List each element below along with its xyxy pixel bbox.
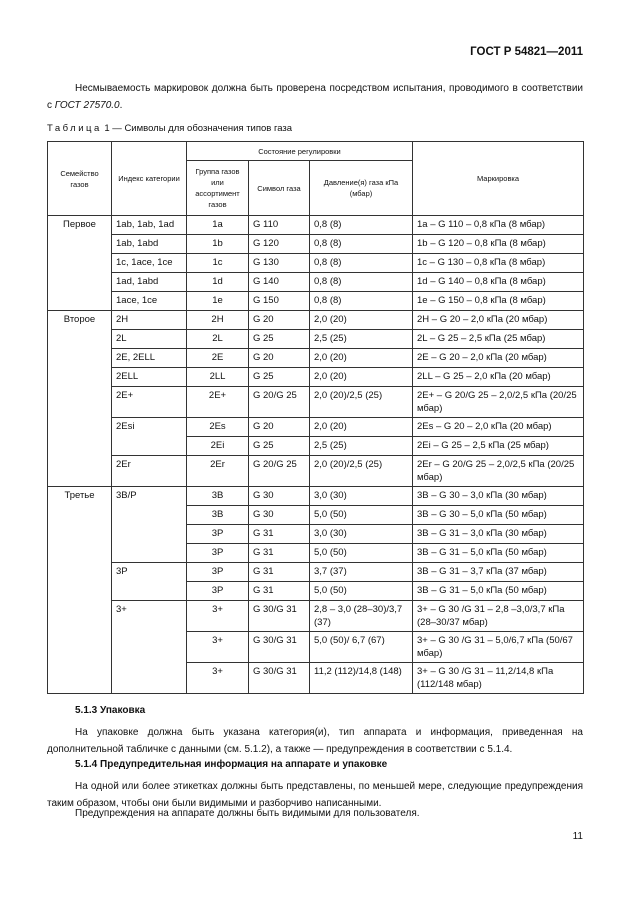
- pressure-cell: 2,0 (20): [310, 349, 413, 368]
- marking-cell: 3B – G 31 – 3,0 кПа (30 мбар): [413, 525, 584, 544]
- table-row: [48, 563, 584, 582]
- marking-cell: 2Er – G 20/G 25 – 2,0/2,5 кПа (20/25 мбар): [413, 456, 584, 487]
- marking-cell: 1b – G 120 – 0,8 кПа (8 мбар): [413, 235, 584, 254]
- pressure-cell: 2,0 (20): [310, 311, 413, 330]
- group-cell: 2Ei: [187, 437, 249, 456]
- marking-cell: 2Es – G 20 – 2,0 кПа (20 мбар): [413, 418, 584, 437]
- table-row: [48, 235, 584, 254]
- group-cell: 1b: [187, 235, 249, 254]
- symbol-cell: G 30: [249, 506, 310, 525]
- group-cell: 3P: [187, 582, 249, 601]
- pressure-cell: 3,0 (30): [310, 487, 413, 506]
- group-cell: 2E+: [187, 387, 249, 418]
- marking-cell: 1a – G 110 – 0,8 кПа (8 мбар): [413, 216, 584, 235]
- marking-cell: 3+ – G 30 /G 31 – 5,0/6,7 кПа (50/67 мбар): [413, 632, 584, 663]
- family-cell: Второе: [48, 311, 112, 487]
- symbol-cell: G 30/G 31: [249, 632, 310, 663]
- family-cell: Первое: [48, 216, 112, 311]
- group-cell: 2LL: [187, 368, 249, 387]
- header-symbol: Символ газа: [249, 161, 310, 216]
- group-cell: 1a: [187, 216, 249, 235]
- index-cell: 1ab, 1abd: [112, 235, 187, 254]
- marking-cell: 3B – G 30 – 5,0 кПа (50 мбар): [413, 506, 584, 525]
- group-cell: 3+: [187, 601, 249, 632]
- marking-cell: 3B – G 31 – 3,7 кПа (37 мбар): [413, 563, 584, 582]
- symbol-cell: G 20/G 25: [249, 387, 310, 418]
- marking-cell: 1e – G 150 – 0,8 кПа (8 мбар): [413, 292, 584, 311]
- pressure-cell: 2,8 – 3,0 (28–30)/3,7 (37): [310, 601, 413, 632]
- marking-cell: 1c – G 130 – 0,8 кПа (8 мбар): [413, 254, 584, 273]
- marking-cell: 2H – G 20 – 2,0 кПа (20 мбар): [413, 311, 584, 330]
- group-cell: 2L: [187, 330, 249, 349]
- index-cell: 3P: [112, 563, 187, 601]
- symbol-cell: G 31: [249, 563, 310, 582]
- section-5-1-4-title: 5.1.4 Предупредительная информация на аппарате и упаковке: [75, 759, 388, 770]
- pressure-cell: 2,0 (20)/2,5 (25): [310, 387, 413, 418]
- table-caption: [47, 123, 292, 134]
- pressure-cell: 5,0 (50): [310, 544, 413, 563]
- index-cell: 2Esi: [112, 418, 187, 456]
- group-cell: 3P: [187, 563, 249, 582]
- header-group: Группа газов или ассортимент газов: [187, 161, 249, 216]
- section-5-1-4-text-2: Предупреждения на аппарате должны быть видимыми для пользователя.: [75, 808, 420, 819]
- index-cell: 1ab, 1ab, 1ad: [112, 216, 187, 235]
- pressure-cell: 11,2 (112)/14,8 (148): [310, 663, 413, 694]
- pressure-cell: 5,0 (50): [310, 582, 413, 601]
- table-caption-title: 1 — Символы для обозначения типов газа: [101, 123, 293, 134]
- pressure-cell: 3,7 (37): [310, 563, 413, 582]
- symbol-cell: G 30: [249, 487, 310, 506]
- pressure-cell: 2,0 (20): [310, 368, 413, 387]
- intro-text: Несмываемость маркировок должна быть проверена посредством испытания, проводимого в соответствии с: [47, 83, 583, 111]
- header-pressure: Давление(я) газа кПа (мбар): [310, 161, 413, 216]
- table-row: [48, 273, 584, 292]
- marking-cell: 3+ – G 30 /G 31 – 2,8 –3,0/3,7 кПа (28–30/37 мбар): [413, 601, 584, 632]
- symbol-cell: G 20: [249, 418, 310, 437]
- table-row: [48, 330, 584, 349]
- symbol-cell: G 30/G 31: [249, 663, 310, 694]
- table-row: [48, 311, 584, 330]
- marking-cell: 2E – G 20 – 2,0 кПа (20 мбар): [413, 349, 584, 368]
- pressure-cell: 0,8 (8): [310, 254, 413, 273]
- group-cell: 2Er: [187, 456, 249, 487]
- pressure-cell: 2,0 (20): [310, 418, 413, 437]
- marking-cell: 3B – G 30 – 3,0 кПа (30 мбар): [413, 487, 584, 506]
- pressure-cell: 0,8 (8): [310, 292, 413, 311]
- table-row: [48, 216, 584, 235]
- symbol-cell: G 30/G 31: [249, 601, 310, 632]
- pressure-cell: 2,5 (25): [310, 330, 413, 349]
- index-cell: 2L: [112, 330, 187, 349]
- marking-cell: 3B – G 31 – 5,0 кПа (50 мбар): [413, 544, 584, 563]
- header-family: Семейство газов: [48, 142, 112, 216]
- group-cell: 2Es: [187, 418, 249, 437]
- symbol-cell: G 25: [249, 368, 310, 387]
- symbol-cell: G 110: [249, 216, 310, 235]
- standard-reference: ГОСТ 27570.0: [54, 100, 120, 111]
- symbol-cell: G 20: [249, 311, 310, 330]
- section-5-1-3-text: На упаковке должна быть указана категория(и), тип аппарата и информация, приведенная на дополнительной табличке с данными (см. 5.1.2), а также — предупреждения в соответствии с 5.1.4.: [47, 727, 583, 755]
- table-row: [48, 368, 584, 387]
- group-cell: 3B: [187, 487, 249, 506]
- table-row: [48, 292, 584, 311]
- table-row: [48, 254, 584, 273]
- pressure-cell: 5,0 (50)/ 6,7 (67): [310, 632, 413, 663]
- table-row: [48, 349, 584, 368]
- index-cell: 1c, 1ace, 1ce: [112, 254, 187, 273]
- index-cell: 3B/P: [112, 487, 187, 563]
- table-row: [48, 601, 584, 632]
- symbol-cell: G 20: [249, 349, 310, 368]
- group-cell: 2H: [187, 311, 249, 330]
- group-cell: 3P: [187, 544, 249, 563]
- page-number: 11: [572, 831, 583, 842]
- marking-cell: 2LL – G 25 – 2,0 кПа (20 мбар): [413, 368, 584, 387]
- index-cell: 2E, 2ELL: [112, 349, 187, 368]
- symbol-cell: G 25: [249, 437, 310, 456]
- pressure-cell: 5,0 (50): [310, 506, 413, 525]
- marking-cell: 3+ – G 30 /G 31 – 11,2/14,8 кПа (112/148 мбар): [413, 663, 584, 694]
- table-row: [48, 487, 584, 506]
- group-cell: 1c: [187, 254, 249, 273]
- marking-cell: 1d – G 140 – 0,8 кПа (8 мбар): [413, 273, 584, 292]
- symbol-cell: G 31: [249, 525, 310, 544]
- marking-cell: 2L – G 25 – 2,5 кПа (25 мбар): [413, 330, 584, 349]
- index-cell: 1ace, 1ce: [112, 292, 187, 311]
- pressure-cell: 0,8 (8): [310, 235, 413, 254]
- pressure-cell: 2,0 (20)/2,5 (25): [310, 456, 413, 487]
- group-cell: 1d: [187, 273, 249, 292]
- header-marking: Маркировка: [413, 142, 584, 216]
- symbol-cell: G 140: [249, 273, 310, 292]
- index-cell: 2H: [112, 311, 187, 330]
- family-cell: Третье: [48, 487, 112, 694]
- index-cell: 1ad, 1abd: [112, 273, 187, 292]
- table-caption-label: Таблица: [47, 123, 102, 134]
- group-cell: 1e: [187, 292, 249, 311]
- header-index: Индекс категории: [112, 142, 187, 216]
- index-cell: 2E+: [112, 387, 187, 418]
- symbol-cell: G 31: [249, 582, 310, 601]
- table-row: [48, 456, 584, 487]
- group-cell: 3+: [187, 663, 249, 694]
- pressure-cell: 3,0 (30): [310, 525, 413, 544]
- pressure-cell: 2,5 (25): [310, 437, 413, 456]
- index-cell: 2ELL: [112, 368, 187, 387]
- symbol-cell: G 25: [249, 330, 310, 349]
- gas-symbols-table: [47, 141, 584, 694]
- marking-cell: 2Ei – G 25 – 2,5 кПа (25 мбар): [413, 437, 584, 456]
- header-state: Состояние регулировки: [187, 142, 413, 161]
- marking-cell: 3B – G 31 – 5,0 кПа (50 мбар): [413, 582, 584, 601]
- table-row: [48, 418, 584, 437]
- marking-cell: 2E+ – G 20/G 25 – 2,0/2,5 кПа (20/25 мбар): [413, 387, 584, 418]
- table-row: [48, 387, 584, 418]
- intro-end: .: [119, 100, 123, 111]
- symbol-cell: G 130: [249, 254, 310, 273]
- intro-paragraph: [47, 80, 583, 114]
- group-cell: 2E: [187, 349, 249, 368]
- section-5-1-4-text: На одной или более этикетках должны быть представлены, по меньшей мере, следующие предупреждения таким образом, чтобы они были видимыми и разборчиво написанными.: [47, 781, 583, 809]
- symbol-cell: G 150: [249, 292, 310, 311]
- index-cell: 3+: [112, 601, 187, 694]
- index-cell: 2Er: [112, 456, 187, 487]
- symbol-cell: G 31: [249, 544, 310, 563]
- symbol-cell: G 20/G 25: [249, 456, 310, 487]
- symbol-cell: G 120: [249, 235, 310, 254]
- section-5-1-3-title: 5.1.3 Упаковка: [75, 705, 146, 716]
- pressure-cell: 0,8 (8): [310, 216, 413, 235]
- group-cell: 3P: [187, 525, 249, 544]
- group-cell: 3+: [187, 632, 249, 663]
- document-header: ГОСТ Р 54821—2011: [470, 46, 583, 58]
- group-cell: 3B: [187, 506, 249, 525]
- pressure-cell: 0,8 (8): [310, 273, 413, 292]
